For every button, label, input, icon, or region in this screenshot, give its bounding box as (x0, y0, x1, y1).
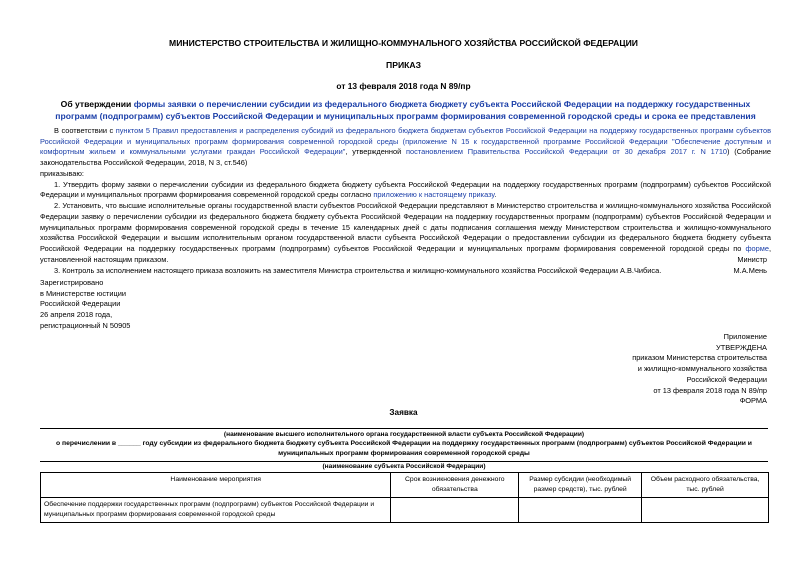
form-subject-line-2: муниципальных программ формирования современной городской среды (278, 449, 530, 457)
form-link[interactable]: форме (745, 244, 769, 254)
registration-line: регистрационный N 50905 (40, 320, 131, 330)
order-verb: приказываю: (40, 168, 84, 178)
table-header-row (41, 473, 769, 498)
title-prefix: Об утверждении (60, 99, 134, 109)
registration-line: Российской Федерации (40, 299, 121, 309)
appendix-line: от 13 февраля 2018 года N 89/пр (653, 385, 767, 395)
form-subject (40, 439, 768, 459)
caption-executive-body: (наименование высшего исполнительного органа государственной власти субъекта Российской Федерации) (223, 431, 585, 438)
header-subsidy: Размер субсидии (необходимый размер средств), тыс. рублей (519, 473, 642, 498)
header-deadline: Срок возникновения денежного обязательства (391, 473, 519, 498)
clause-3: 3. Контроль за исполнением настоящего приказа возложить на заместителя Министра строительства и жилищно-коммунального хозяйства Российской Федерации А.В.Чибиса. (54, 265, 662, 275)
registration-line: 26 апреля 2018 года, (40, 310, 113, 320)
clause-1 (40, 180, 771, 201)
signer-name: М.А.Мень (733, 265, 767, 275)
divider-line (40, 428, 768, 429)
appendix-line: Российской Федерации (686, 374, 767, 384)
title-form-link[interactable]: формы заявки о перечислении субсидии из федерального бюджета бюджету субъекта Российской Федерации на поддержку государственных программ (подпрограмм) субъектов Российской Федерации и муниципальных программ формирования современной городской среды и срока ее представления (55, 99, 756, 122)
ministry-name: МИНИСТЕРСТВО СТРОИТЕЛЬСТВА И ЖИЛИЩНО-КОММУНАЛЬНОГО ХОЗЯЙСТВА РОССИЙСКОЙ ФЕДЕРАЦИИ (169, 38, 638, 48)
decree-link[interactable]: постановлением Правительства Российской Федерации от 30 декабря 2017 г. N 1710 (406, 147, 728, 157)
caption-subject-name: (наименование субъекта Российской Федерации) (322, 463, 486, 470)
appendix-block (632, 332, 767, 407)
appendix-line: и жилищно-коммунального хозяйства (637, 364, 767, 374)
clause-2-text: 2. Установить, что высшие исполнительные органы государственной власти субъектов Российской Федерации представляют в Министерство строительства и жилищно-коммунального хозяйства Российской Федерации заявку о перечислении субсидии из федерального бюджета бюджету субъекта Российской Федерации на поддержку государственных программ (подпрограмм) субъектов Российской Федерации и муниципальных программ формирования современной городской среды в течение 15 календарных дней с даты подписания соглашения между Министерством строительства и жилищно-коммунального хозяйства Российской Федерации и высшим исполнительным органом государственной власти субъекта Российской Федерации о предоставлении субсидии из федерального бюджета бюджету субъекта Российской Федерации на поддержку государственных программ (подпрограмм) субъектов Российской Федерации и муниципальных программ формирования современной городской среды по (40, 201, 771, 254)
header-obligation: Объем расходного обязательства, тыс. рублей (642, 473, 769, 498)
preamble-text-3: ) (Собрание законодательства Российской Федерации, 2018, N 3, ст.546) (40, 147, 771, 168)
appendix-line: ФОРМА (739, 396, 767, 406)
order-date-number: от 13 февраля 2018 года N 89/пр (336, 81, 471, 91)
rules-link[interactable]: пунктом 5 Правил предоставления и распределения субсидий из федерального бюджета бюджетам субъектов Российской Федерации на поддержку государственных программ субъектов Российской Федерации и муниципальных программ формирования современной городской среды (приложение N 15 к государственной программе Российской Федерации "Обеспечение доступным и комфортным жильем и коммунальными услугами граждан Российской Федерации" (40, 126, 772, 157)
row-subsidy-cell (519, 498, 642, 523)
signature-block (734, 255, 767, 276)
registration-block (40, 278, 130, 332)
preamble-text-2: , утвержденной (345, 147, 406, 157)
order-title (40, 98, 771, 122)
header-activity: Наименование мероприятия (41, 473, 391, 498)
row-deadline-cell (391, 498, 519, 523)
registration-line: в Министерстве юстиции (40, 288, 127, 298)
signer-role: Министр (737, 255, 767, 264)
row-activity: Обеспечение поддержки государственных программ (подпрограмм) субъектов Российской Федерации и муниципальных программ формирования современной городской среды (41, 498, 391, 523)
appendix-link[interactable]: приложению к настоящему приказу (373, 190, 495, 200)
appendix-line: УТВЕРЖДЕНА (716, 342, 767, 352)
clause-1-text: 1. Утвердить форму заявки о перечислении субсидии из федерального бюджета бюджету субъекта Российской Федерации на поддержку государственных программ (подпрограмм) субъектов Российской Федерации и муниципальных программ формирования современной городской среды согласно (40, 179, 771, 200)
clause-1-end: . (494, 190, 497, 200)
row-obligation-cell (642, 498, 769, 523)
form-title: Заявка (389, 408, 418, 417)
clause-2-end: , установленной настоящим приказом. (40, 244, 771, 264)
form-table (40, 472, 769, 523)
form-subject-line-1: о перечислении в ______ году субсидии из федерального бюджета бюджету субъекта Российской Федерации на поддержку государственных программ (подпрограмм) субъектов Российской Федерации и (55, 440, 752, 447)
preamble-paragraph (40, 126, 771, 169)
appendix-line: приказом Министерства строительства (632, 353, 767, 363)
preamble-text: В соответствии с (54, 126, 116, 135)
appendix-line: Приложение (723, 332, 767, 341)
order-body (40, 126, 771, 276)
registration-line: Зарегистрировано (40, 278, 104, 287)
document-type: ПРИКАЗ (386, 60, 421, 70)
clause-2 (40, 201, 771, 265)
table-row (41, 498, 769, 523)
